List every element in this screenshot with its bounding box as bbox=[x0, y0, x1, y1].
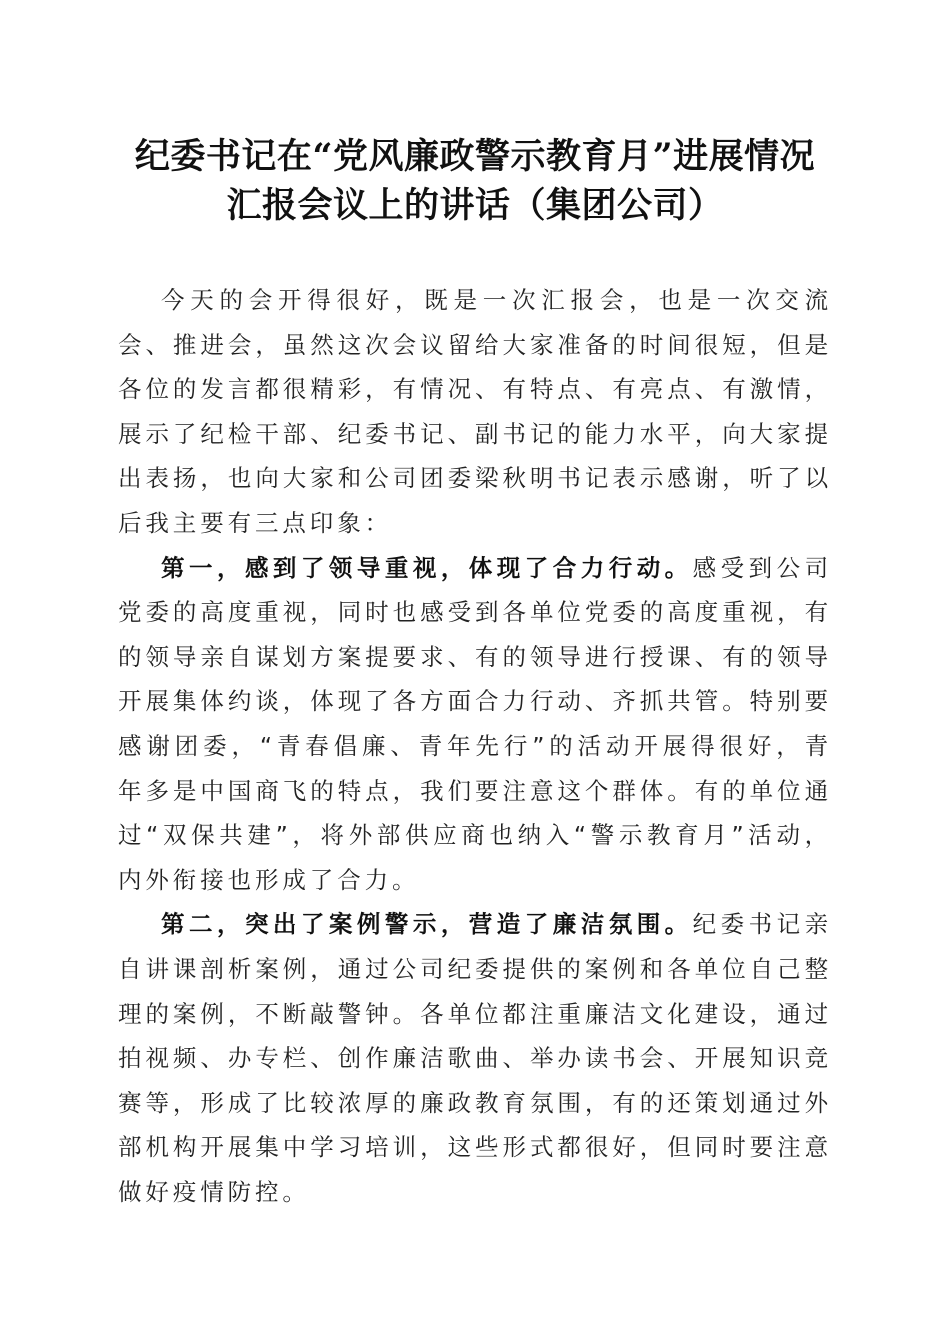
paragraph-lead: 第二，突出了案例警示，营造了廉洁氛围。 bbox=[161, 910, 693, 939]
paragraph-text: 感受到公司党委的高度重视，同时也感受到各单位党委的高度重视，有的领导亲自谋划方案提要求、有的领导进行授课、有的领导开展集体约谈，体现了各方面合力行动、齐抓共管。特别要感谢团委，“青春倡廉、青年先行”的活动开展得很好，青年多是中国商飞的特点，我们要注意这个群体。有的单位通过“双保共建”，将外部供应商也纳入“警示教育月”活动，内外衔接也形成了合力。 bbox=[118, 553, 833, 894]
document-body bbox=[118, 278, 832, 1214]
paragraph-point-1 bbox=[118, 546, 832, 903]
paragraph-text: 今天的会开得很好，既是一次汇报会，也是一次交流会、推进会，虽然这次会议留给大家准备的时间很短，但是各位的发言都很精彩，有情况、有特点、有亮点、有激情，展示了纪检干部、纪委书记、副书记的能力水平，向大家提出表扬，也向大家和公司团委梁秋明书记表示感谢，听了以后我主要有三点印象： bbox=[118, 286, 832, 537]
paragraph-intro bbox=[118, 278, 832, 546]
paragraph-point-2 bbox=[118, 902, 832, 1214]
document-title-line-1: 纪委书记在“党风廉政警示教育月”进展情况 bbox=[134, 136, 816, 177]
paragraph-lead: 第一，感到了领导重视，体现了合力行动。 bbox=[161, 553, 693, 582]
document-title-line-2: 汇报会议上的讲话（集团公司） bbox=[226, 185, 724, 226]
paragraph-text: 纪委书记亲自讲课剖析案例，通过公司纪委提供的案例和各单位自己整理的案例，不断敲警钟。各单位都注重廉洁文化建设，通过拍视频、办专栏、创作廉洁歌曲、举办读书会、开展知识竞赛等，形成了比较浓厚的廉政教育氛围，有的还策划通过外部机构开展集中学习培训，这些形式都很好，但同时要注意做好疫情防控。 bbox=[118, 910, 833, 1206]
